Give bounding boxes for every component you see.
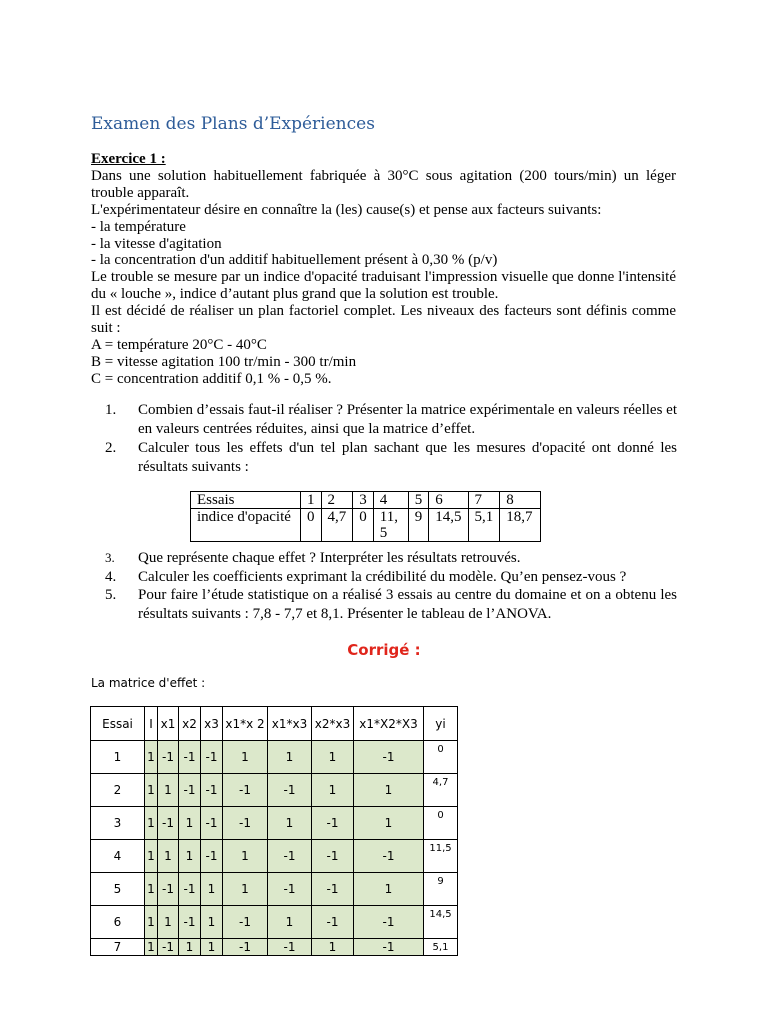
table-row bbox=[91, 939, 458, 956]
question-item bbox=[105, 439, 677, 476]
table-cell: 7 bbox=[91, 939, 145, 956]
table-row bbox=[91, 774, 458, 807]
exercise-heading: Exercice 1 : bbox=[91, 151, 166, 167]
table-cell: 1 bbox=[179, 939, 201, 956]
table-cell: 1 bbox=[223, 873, 268, 906]
table-row bbox=[91, 906, 458, 939]
table-cell: 4,7 bbox=[424, 774, 458, 807]
table-cell: 1 bbox=[268, 807, 312, 840]
question-number: 3. bbox=[105, 550, 115, 565]
table-cell: -1 bbox=[223, 906, 268, 939]
column-header: Essai bbox=[91, 707, 145, 741]
level-line: B = vitesse agitation 100 tr/min - 300 tr/min bbox=[91, 353, 357, 370]
table-cell: 1 bbox=[145, 741, 158, 774]
table-cell: 5,1 bbox=[424, 939, 458, 956]
table-cell: -1 bbox=[179, 873, 201, 906]
question-item bbox=[105, 568, 677, 587]
table-cell: 4,7 bbox=[321, 509, 353, 542]
column-header: yi bbox=[424, 707, 458, 741]
table-cell: 1 bbox=[91, 741, 145, 774]
question-text: Combien d’essais faut-il réaliser ? Présenter la matrice expérimentale en valeurs réelles et en valeurs centrées réduites, ainsi que la matrice d’effet. bbox=[138, 402, 677, 437]
table-cell: 0 bbox=[424, 807, 458, 840]
table-cell: -1 bbox=[201, 774, 223, 807]
table-cell: 1 bbox=[354, 774, 424, 807]
table-cell: 2 bbox=[321, 492, 353, 509]
table-cell: 1 bbox=[145, 873, 158, 906]
table-cell: 1 bbox=[268, 906, 312, 939]
table-cell: -1 bbox=[223, 774, 268, 807]
table-cell: -1 bbox=[158, 741, 179, 774]
column-header: I bbox=[145, 707, 158, 741]
table-cell: -1 bbox=[354, 939, 424, 956]
table-cell: 1 bbox=[145, 807, 158, 840]
table-cell: 1 bbox=[301, 492, 322, 509]
table-cell: -1 bbox=[158, 873, 179, 906]
question-list bbox=[105, 549, 677, 623]
essais-table bbox=[190, 491, 541, 542]
table-cell: 1 bbox=[145, 840, 158, 873]
table-cell: 1 bbox=[145, 939, 158, 956]
table-cell: -1 bbox=[268, 873, 312, 906]
table-cell: 9 bbox=[424, 873, 458, 906]
table-cell: 0 bbox=[301, 509, 322, 542]
question-list bbox=[105, 401, 677, 476]
question-text: Calculer tous les effets d'un tel plan sachant que les mesures d'opacité ont donné les résultats suivants : bbox=[138, 440, 677, 475]
table-cell: 1 bbox=[312, 741, 354, 774]
table-cell: -1 bbox=[201, 807, 223, 840]
table-cell: 1 bbox=[158, 774, 179, 807]
table-row bbox=[91, 840, 458, 873]
table-cell: -1 bbox=[268, 939, 312, 956]
table-cell: -1 bbox=[223, 939, 268, 956]
question-text: Calculer les coefficients exprimant la crédibilité du modèle. Qu’en pensez-vous ? bbox=[138, 568, 627, 585]
question-number: 4. bbox=[105, 568, 117, 585]
page-title: Examen des Plans d’Expériences bbox=[91, 114, 375, 134]
table-cell: 1 bbox=[158, 840, 179, 873]
table-cell: 0 bbox=[353, 509, 374, 542]
table-cell: 14,5 bbox=[429, 509, 468, 542]
table-cell: 4 bbox=[91, 840, 145, 873]
question-number: 5. bbox=[105, 587, 117, 603]
table-header-row bbox=[91, 707, 458, 741]
exercise-statement bbox=[91, 151, 676, 388]
table-cell: 1 bbox=[201, 939, 223, 956]
table-cell: -1 bbox=[354, 840, 424, 873]
table-cell: 1 bbox=[354, 807, 424, 840]
table-row bbox=[91, 873, 458, 906]
table-row bbox=[91, 741, 458, 774]
table-row bbox=[191, 509, 541, 542]
table-cell: Essais bbox=[191, 492, 301, 509]
table-cell: 1 bbox=[312, 774, 354, 807]
level-line: C = concentration additif 0,1 % - 0,5 %. bbox=[91, 370, 332, 387]
table-cell: -1 bbox=[201, 840, 223, 873]
question-item bbox=[105, 401, 677, 438]
table-cell: -1 bbox=[179, 741, 201, 774]
question-item bbox=[105, 549, 677, 568]
table-cell: 1 bbox=[354, 873, 424, 906]
column-header: x2 bbox=[179, 707, 201, 741]
paragraph: Dans une solution habituellement fabriquée à 30°C sous agitation (200 tours/min) un léger trouble apparaît. bbox=[91, 167, 676, 201]
table-cell: -1 bbox=[268, 840, 312, 873]
column-header: x2*x3 bbox=[312, 707, 354, 741]
column-header: x1 bbox=[158, 707, 179, 741]
column-header: x3 bbox=[201, 707, 223, 741]
table-cell: -1 bbox=[158, 939, 179, 956]
table-cell: 3 bbox=[91, 807, 145, 840]
table-cell: -1 bbox=[268, 774, 312, 807]
column-header: x1*x 2 bbox=[223, 707, 268, 741]
table-cell: 1 bbox=[201, 906, 223, 939]
table-cell: -1 bbox=[179, 906, 201, 939]
question-text: Pour faire l’étude statistique on a réalisé 3 essais au centre du domaine et on a obtenu les résultats suivants : 7,8 - 7,7 et 8,1. Présenter le tableau de l’ANOVA. bbox=[138, 587, 677, 622]
table-cell: 2 bbox=[91, 774, 145, 807]
table-cell: -1 bbox=[312, 873, 354, 906]
table-cell: 3 bbox=[353, 492, 374, 509]
table-cell: 4 bbox=[373, 492, 408, 509]
factor-item: - la vitesse d'agitation bbox=[91, 235, 222, 252]
factor-item: - la température bbox=[91, 218, 186, 235]
table-cell: -1 bbox=[158, 807, 179, 840]
table-cell: -1 bbox=[354, 741, 424, 774]
table-cell: 5,1 bbox=[468, 509, 500, 542]
question-item bbox=[105, 586, 677, 623]
paragraph: Il est décidé de réaliser un plan factoriel complet. Les niveaux des facteurs sont définis comme suit : bbox=[91, 303, 676, 337]
question-number: 1. bbox=[105, 402, 117, 418]
corrige-heading: Corrigé : bbox=[347, 641, 421, 659]
table-cell: 9 bbox=[408, 509, 429, 542]
table-cell: 1 bbox=[145, 774, 158, 807]
table-cell: 1 bbox=[201, 873, 223, 906]
effect-matrix-table bbox=[90, 706, 458, 956]
table-cell: 7 bbox=[468, 492, 500, 509]
table-row bbox=[191, 492, 541, 509]
table-cell: 14,5 bbox=[424, 906, 458, 939]
table-cell: 1 bbox=[223, 840, 268, 873]
question-text: Que représente chaque effet ? Interpréter les résultats retrouvés. bbox=[138, 550, 521, 566]
table-cell: 11,5 bbox=[424, 840, 458, 873]
table-cell: 1 bbox=[179, 840, 201, 873]
table-cell: -1 bbox=[201, 741, 223, 774]
table-cell: 8 bbox=[500, 492, 541, 509]
level-line: A = température 20°C - 40°C bbox=[91, 336, 267, 353]
table-cell: -1 bbox=[312, 840, 354, 873]
paragraph: L'expérimentateur désire en connaître la (les) cause(s) et pense aux facteurs suivants: bbox=[91, 201, 602, 218]
table-cell: -1 bbox=[179, 774, 201, 807]
table-cell: 11, 5 bbox=[373, 509, 408, 542]
table-cell: -1 bbox=[312, 906, 354, 939]
table-cell: -1 bbox=[223, 807, 268, 840]
table-cell: indice d'opacité bbox=[191, 509, 301, 542]
factor-item: - la concentration d'un additif habituellement présent à 0,30 % (p/v) bbox=[91, 252, 498, 269]
table-cell: 1 bbox=[158, 906, 179, 939]
table-cell: 6 bbox=[429, 492, 468, 509]
table-cell: 1 bbox=[145, 906, 158, 939]
matrix-label: La matrice d'effet : bbox=[91, 676, 206, 690]
table-cell: 1 bbox=[179, 807, 201, 840]
table-cell: 18,7 bbox=[500, 509, 541, 542]
table-cell: 1 bbox=[223, 741, 268, 774]
table-cell: 1 bbox=[312, 939, 354, 956]
column-header: x1*x3 bbox=[268, 707, 312, 741]
table-cell: 5 bbox=[408, 492, 429, 509]
table-cell: 1 bbox=[268, 741, 312, 774]
table-cell: 5 bbox=[91, 873, 145, 906]
question-number: 2. bbox=[105, 440, 117, 456]
table-row bbox=[91, 807, 458, 840]
paragraph: Le trouble se mesure par un indice d'opacité traduisant l'impression visuelle que donne l'intensité du « louche », indice d’autant plus grand que la solution est trouble. bbox=[91, 269, 676, 303]
table-cell: -1 bbox=[354, 906, 424, 939]
column-header: x1*X2*X3 bbox=[354, 707, 424, 741]
table-cell: -1 bbox=[312, 807, 354, 840]
table-cell: 0 bbox=[424, 741, 458, 774]
table-cell: 6 bbox=[91, 906, 145, 939]
